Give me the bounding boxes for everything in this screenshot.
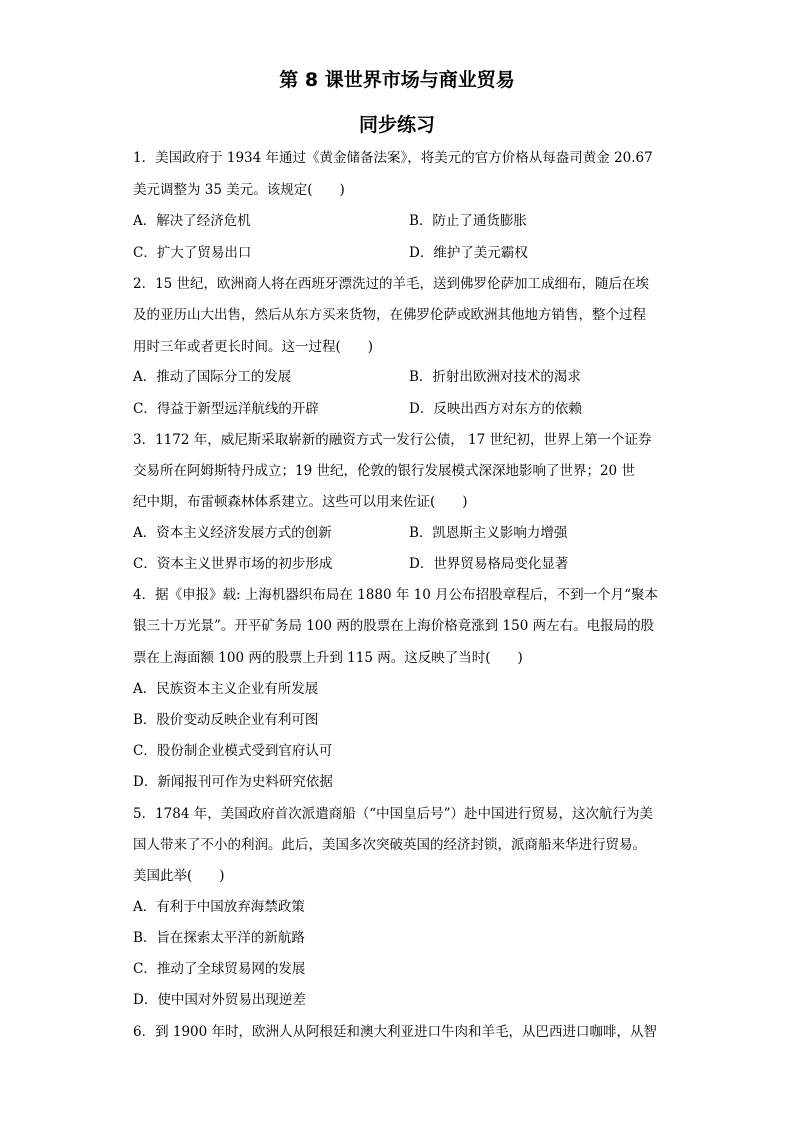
question-3-option-b: B．凯恩斯主义影响力增强 — [409, 525, 568, 541]
question-6-stem-line-1: 6．到 1900 年时，欧洲人从阿根廷和澳大利亚进口牛肉和羊毛，从巴西进口咖啡，从智 — [133, 1024, 658, 1040]
question-5-option-a: A．有利于中国放弃海禁政策 — [133, 899, 305, 915]
question-1-stem-line-2: 美元调整为 35 美元。该规定( ) — [133, 182, 345, 198]
question-4-stem-line-3: 票在上海面额 100 两的股票上升到 115 两。这反映了当时( ) — [133, 650, 523, 666]
question-3-option-d: D．世界贸易格局变化显著 — [409, 556, 569, 572]
question-2-option-a: A．推动了国际分工的发展 — [133, 369, 292, 385]
question-2-option-c: C．得益于新型远洋航线的开辟 — [133, 401, 319, 417]
question-5-stem-line-3: 美国此举( ) — [133, 868, 225, 884]
question-1-option-c: C．扩大了贸易出口 — [133, 245, 252, 261]
question-1-stem-line-1: 1．美国政府于 1934 年通过《黄金储备法案》，将美元的官方价格从每盎司黄金 20.67 — [133, 150, 653, 166]
question-2-option-b: B．折射出欧洲对技术的渴求 — [409, 369, 581, 385]
question-2-stem-line-1: 2．15 世纪，欧洲商人将在西班牙漂洗过的羊毛，送到佛罗伦萨加工成细布，随后在埃 — [133, 276, 650, 292]
question-3-stem-line-1: 3．1172 年，威尼斯采取崭新的融资方式一发行公债， 17 世纪初，世界上第一个证券 — [133, 432, 652, 448]
page-subtitle: 同步练习 — [358, 114, 435, 136]
question-4-option-b: B．股价变动反映企业有利可图 — [133, 712, 319, 728]
question-2-option-d: D．反映出西方对东方的依赖 — [409, 401, 582, 417]
question-4-option-d: D．新闻报刊可作为史料研究依据 — [133, 774, 333, 790]
question-4-option-c: C．股份制企业模式受到官府认可 — [133, 743, 333, 759]
question-5-option-c: C．推动了全球贸易网的发展 — [133, 961, 306, 977]
question-3-stem-line-3: 纪中期，布雷顿森林体系建立。这些可以用来佐证( ) — [133, 494, 468, 510]
question-3-option-c: C．资本主义世界市场的初步形成 — [133, 556, 333, 572]
question-2-stem-line-2: 及的亚历山大出售，然后从东方买来货物，在佛罗伦萨或欧洲其他地方销售，整个过程 — [133, 307, 646, 323]
question-1-option-a: A．解决了经济危机 — [133, 213, 251, 229]
question-4-stem-line-2: 银三十万光景”。开平矿务局 100 两的股票在上海价格竟涨到 150 两左右。电报局的股 — [133, 618, 655, 634]
question-5-stem-line-2: 国人带来了不小的利润。此后，美国多次突破英国的经济封锁，派商船来华进行贸易。 — [133, 837, 646, 853]
question-5-stem-line-1: 5．1784 年，美国政府首次派遣商船（“中国皇后号”）赴中国进行贸易，这次航行为美 — [133, 806, 654, 822]
question-5-option-b: B．旨在探索太平洋的新航路 — [133, 930, 305, 946]
question-4-option-a: A．民族资本主义企业有所发展 — [133, 681, 319, 697]
question-3-stem-line-2: 交易所在阿姆斯特丹成立；19 世纪，伦敦的银行发展模式深深地影响了世界；20 世 — [133, 463, 635, 479]
question-1-option-d: D．维护了美元霸权 — [409, 245, 528, 261]
page-title: 第 8 课世界市场与商业贸易 — [279, 69, 515, 91]
question-4-stem-line-1: 4．据《申报》载: 上海机器织布局在 1880 年 10 月公布招股章程后，不到一个月“聚本 — [133, 587, 659, 603]
question-3-option-a: A．资本主义经济发展方式的创新 — [133, 525, 332, 541]
question-2-stem-line-3: 用时三年或者更长时间。这一过程( ) — [133, 339, 374, 355]
question-1-option-b: B．防止了通货膨胀 — [409, 213, 527, 229]
question-5-option-d: D．使中国对外贸易出现逆差 — [133, 992, 306, 1008]
